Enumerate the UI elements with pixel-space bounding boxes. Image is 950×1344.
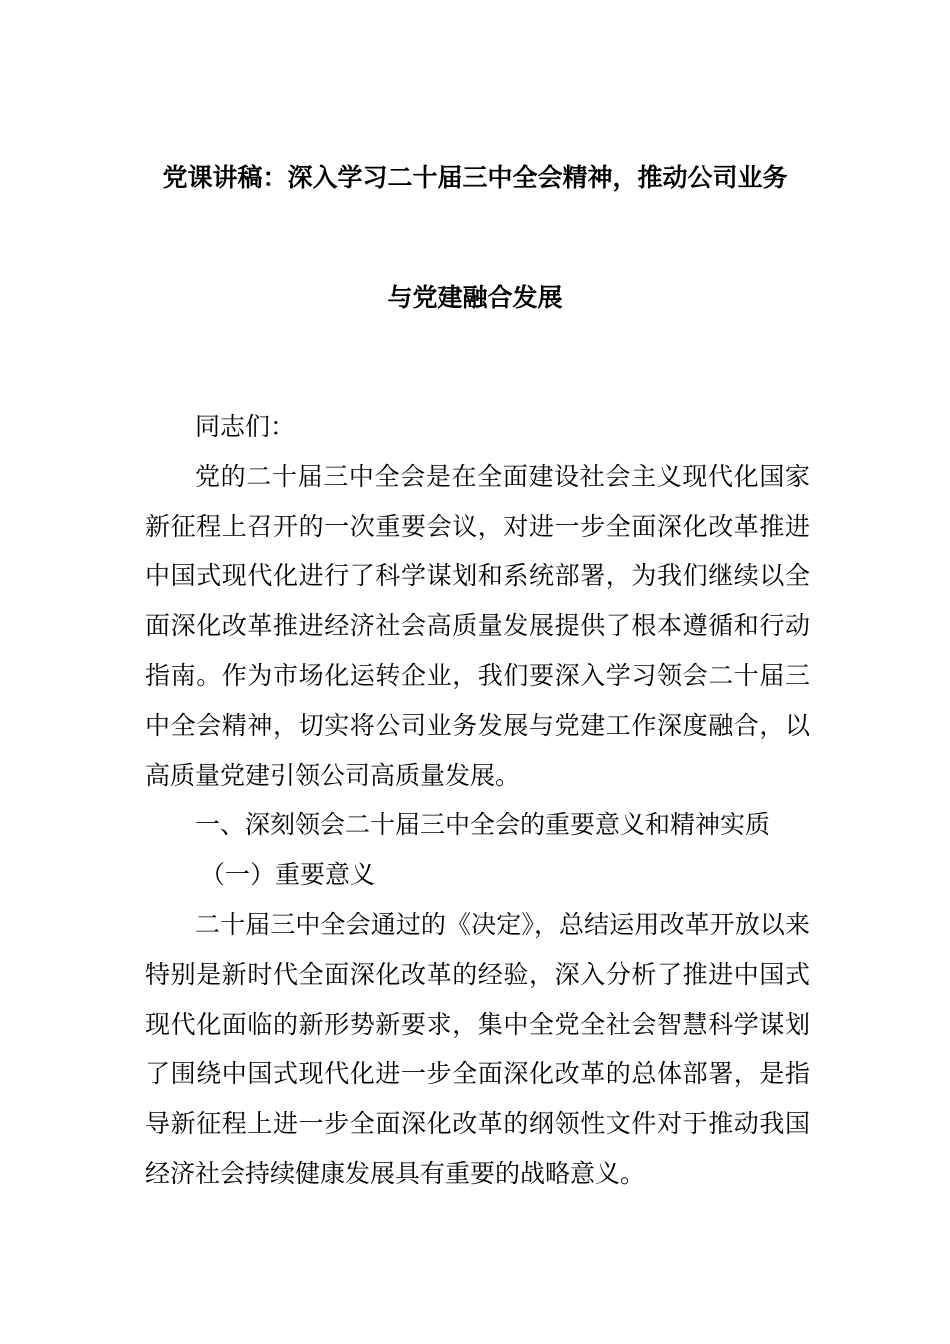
document-title-line-2: 与党建融合发展: [387, 283, 563, 312]
subsection-1-heading: （一）重要意义: [200, 860, 376, 890]
salutation: 同志们：: [195, 412, 296, 441]
document-body: [145, 402, 810, 1199]
subsection-1-body: 二十届三中全会通过的《决定》，总结运用改革开放以来特别是新时代全面深化改革的经验，深入分析了推进中国式现代化面临的新形势新要求，集中全党全社会智慧科学谋划了围绕中国式现代化进一步全面深化改革的总体部署，是指导新征程上进一步全面深化改革的纲领性文件对于推动我国经济社会持续健康发展具有重要的战略意义。: [145, 909, 810, 1188]
section-1-heading: 一、深刻领会二十届三中全会的重要意义和精神实质: [195, 810, 771, 840]
document-title-line-1: 党课讲稿：深入学习二十届三中全会精神，推动公司业务: [162, 163, 788, 192]
intro-paragraph: 党的二十届三中全会是在全面建设社会主义现代化国家新征程上召开的一次重要会议，对进一步全面深化改革推进中国式现代化进行了科学谋划和系统部署，为我们继续以全面深化改革推进经济社会高质量发展提供了根本遵循和行动指南。作为市场化运转企业，我们要深入学习领会二十届三中全会精神，切实将公司业务发展与党建工作深度融合，以高质量党建引领公司高质量发展。: [145, 461, 810, 790]
